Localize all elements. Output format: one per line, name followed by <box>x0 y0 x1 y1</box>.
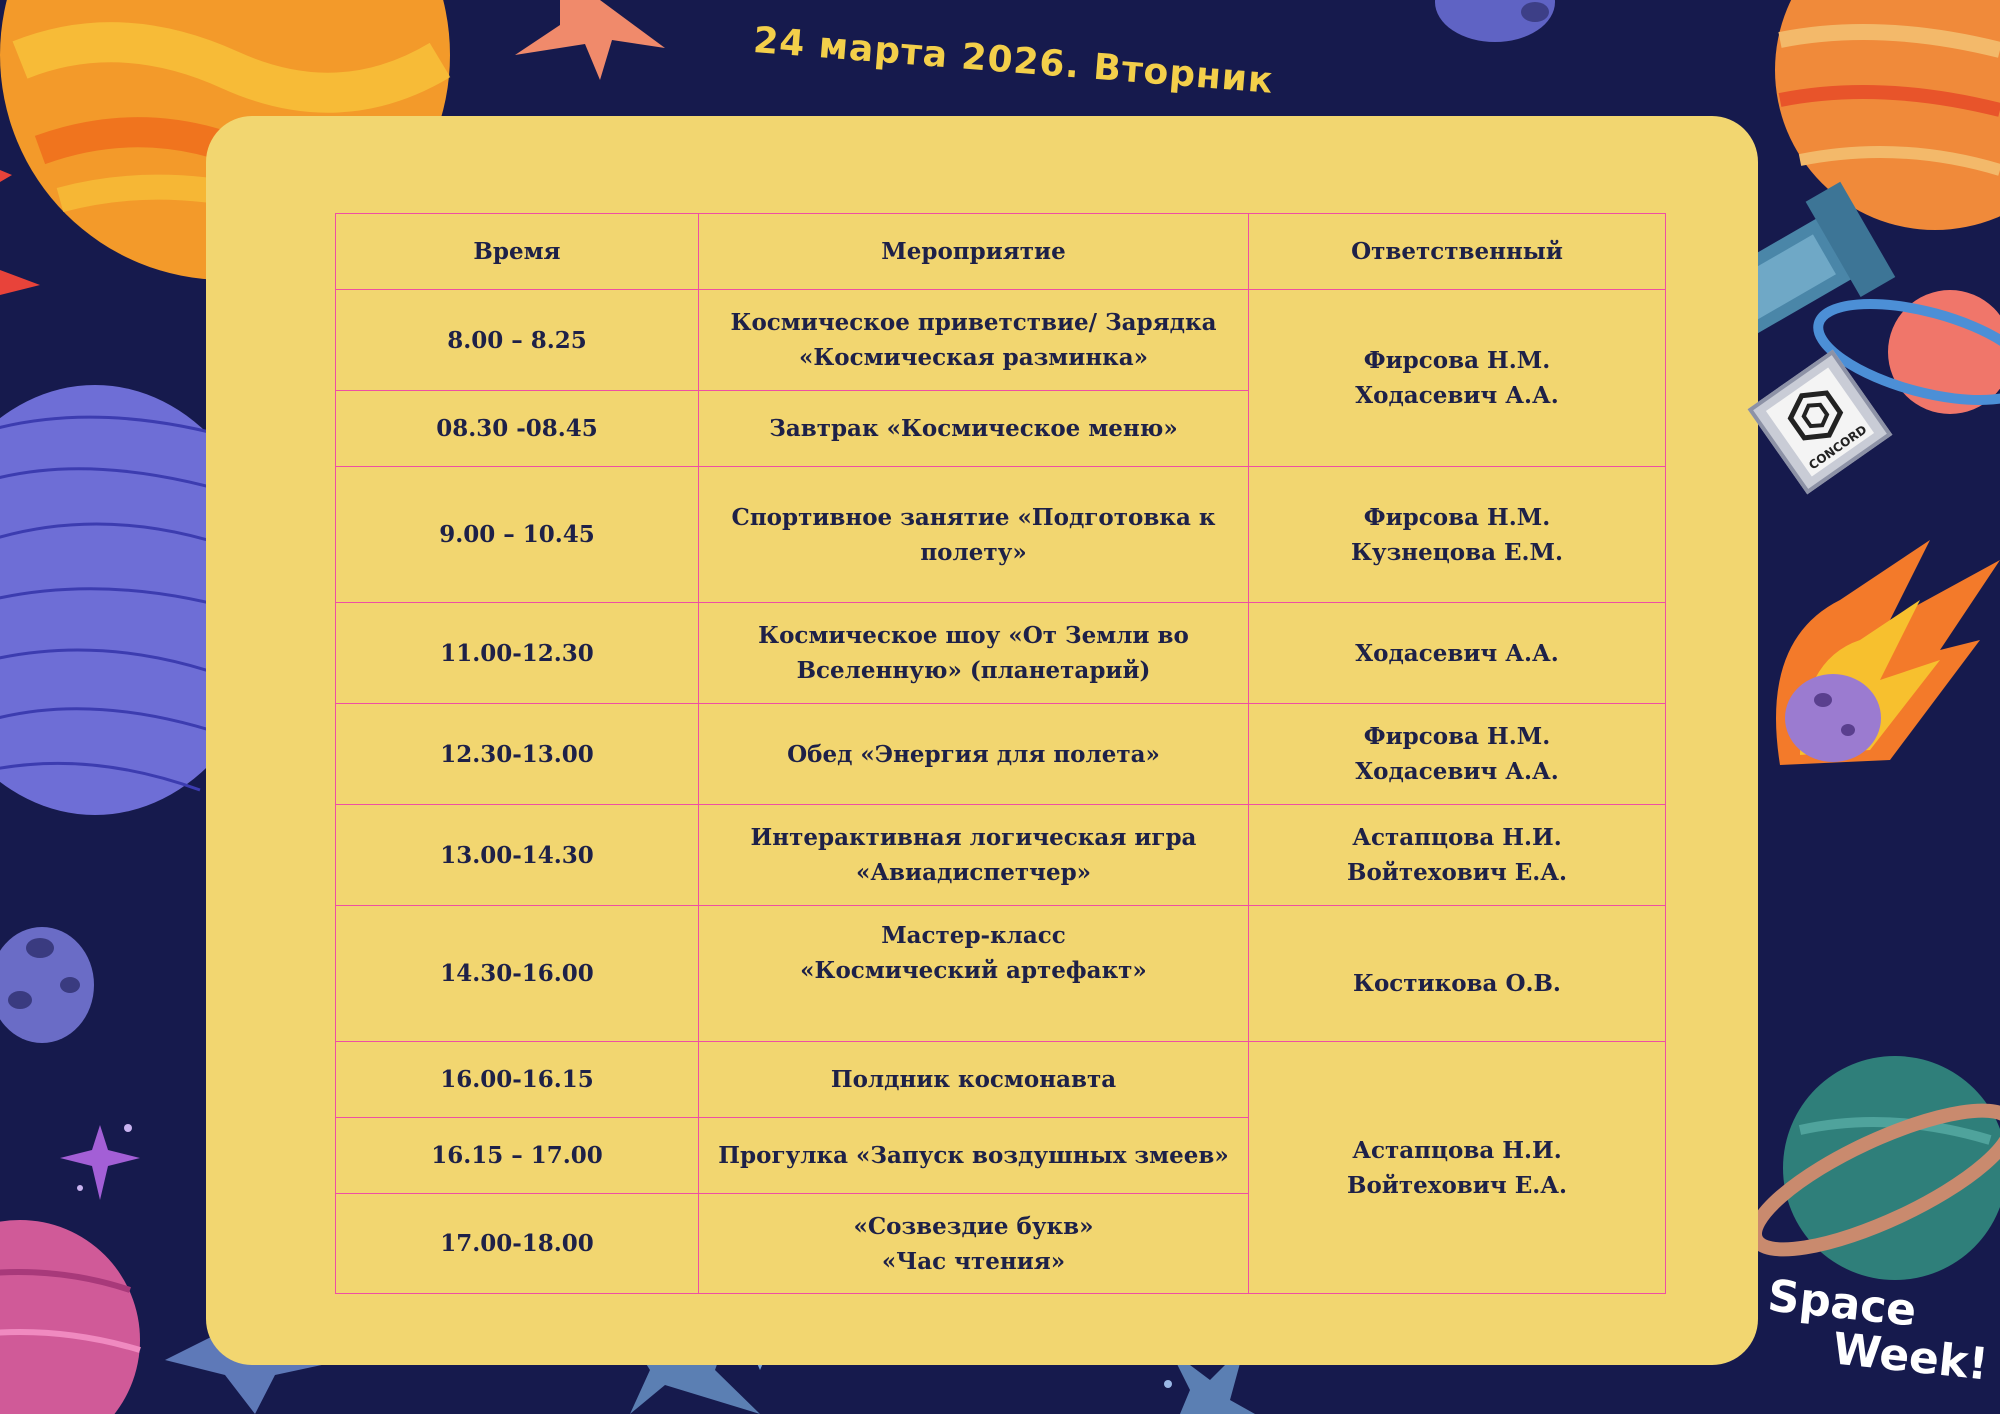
table-row <box>336 1042 1666 1118</box>
page-title: 24 марта 2026. Вторник <box>751 20 1275 102</box>
time-cell: 11.00-12.30 <box>336 603 699 704</box>
responsible-name: Фирсова Н.М. <box>1363 347 1551 374</box>
event-line: Прогулка «Запуск воздушных змеев» <box>718 1142 1229 1169</box>
asteroid-illustration <box>0 927 94 1043</box>
table-row <box>336 704 1666 805</box>
responsible-name: Ходасевич А.А. <box>1355 382 1559 409</box>
sparkle-illustration <box>60 1124 140 1200</box>
event-line: Завтрак «Космическое меню» <box>769 415 1178 442</box>
event-line: Интерактивная логическая игра <box>750 824 1197 851</box>
responsible-cell <box>1249 704 1666 805</box>
column-header-event: Мероприятие <box>699 214 1249 290</box>
event-line: «Час чтения» <box>881 1247 1066 1275</box>
event-cell <box>699 805 1249 906</box>
event-line: «Космический артефакт» <box>800 957 1147 984</box>
responsible-cell <box>1249 805 1666 906</box>
time-cell: 17.00-18.00 <box>336 1194 699 1294</box>
responsible-name: Ходасевич А.А. <box>1355 758 1559 785</box>
time-cell: 16.00-16.15 <box>336 1042 699 1118</box>
event-line: «Созвездие букв» <box>853 1212 1094 1240</box>
column-header-responsible: Ответственный <box>1249 214 1666 290</box>
asteroid-illustration <box>1435 0 1555 42</box>
event-cell <box>699 467 1249 603</box>
event-cell <box>699 290 1249 391</box>
responsible-name: Фирсова Н.М. <box>1363 723 1551 750</box>
event-cell <box>699 1042 1249 1118</box>
event-cell <box>699 906 1249 1042</box>
event-cell <box>699 704 1249 805</box>
brand-line: Space <box>1765 1270 1919 1337</box>
event-line: Полдник космонавта <box>830 1066 1117 1093</box>
event-cell <box>699 391 1249 467</box>
event-line: Обед «Энергия для полета» <box>787 740 1160 768</box>
time-cell: 12.30-13.00 <box>336 704 699 805</box>
event-line: Космическое приветствие/ Зарядка <box>730 309 1217 336</box>
event-line: Космическое шоу «От Земли во <box>758 622 1189 649</box>
responsible-cell <box>1249 467 1666 603</box>
brand-line: Week! <box>1830 1323 1991 1391</box>
table-row <box>336 467 1666 603</box>
badge-label: CONCORD <box>1806 422 1870 473</box>
table-row <box>336 290 1666 391</box>
responsible-name: Кузнецова Е.М. <box>1350 538 1564 566</box>
table-row <box>336 805 1666 906</box>
column-header-time: Время <box>336 214 699 290</box>
table-row <box>336 603 1666 704</box>
responsible-name: Войтехович Е.А. <box>1347 859 1567 886</box>
event-line: «Космическая разминка» <box>798 344 1149 371</box>
event-line: «Авиадиспетчер» <box>855 859 1092 886</box>
responsible-name: Войтехович Е.А. <box>1347 1171 1567 1199</box>
responsible-name: Ходасевич А.А. <box>1355 639 1559 667</box>
star-illustration <box>515 0 665 80</box>
time-cell: 08.30 -08.45 <box>336 391 699 467</box>
table-header-row <box>336 214 1666 290</box>
pink-planet-illustration <box>0 1220 140 1414</box>
table-row <box>336 906 1666 1042</box>
event-line: Спортивное занятие «Подготовка к <box>731 503 1216 531</box>
event-cell <box>699 1118 1249 1194</box>
time-cell: 14.30-16.00 <box>336 906 699 1042</box>
time-cell: 13.00-14.30 <box>336 805 699 906</box>
schedule-table <box>335 213 1666 1294</box>
responsible-cell <box>1249 603 1666 704</box>
event-line: Вселенную» (планетарий) <box>796 657 1151 684</box>
responsible-name: Фирсова Н.М. <box>1363 503 1551 531</box>
star-illustration <box>0 170 12 182</box>
comet-illustration <box>1776 540 2000 765</box>
event-line: полету» <box>920 538 1027 566</box>
responsible-name: Астапцова Н.И. <box>1352 1136 1562 1164</box>
responsible-cell <box>1249 290 1666 467</box>
time-cell: 16.15 – 17.00 <box>336 1118 699 1194</box>
responsible-name: Костикова О.В. <box>1353 970 1561 997</box>
star-illustration <box>0 270 40 295</box>
responsible-name: Астапцова Н.И. <box>1352 824 1562 851</box>
striped-planet-illustration <box>1775 0 2000 230</box>
time-cell: 9.00 – 10.45 <box>336 467 699 603</box>
event-line: Мастер-класс <box>881 922 1066 949</box>
ringed-planet-illustration <box>1739 1056 2000 1280</box>
responsible-cell <box>1249 906 1666 1042</box>
event-cell <box>699 603 1249 704</box>
event-cell <box>699 1194 1249 1294</box>
responsible-cell <box>1249 1042 1666 1294</box>
time-cell: 8.00 – 8.25 <box>336 290 699 391</box>
